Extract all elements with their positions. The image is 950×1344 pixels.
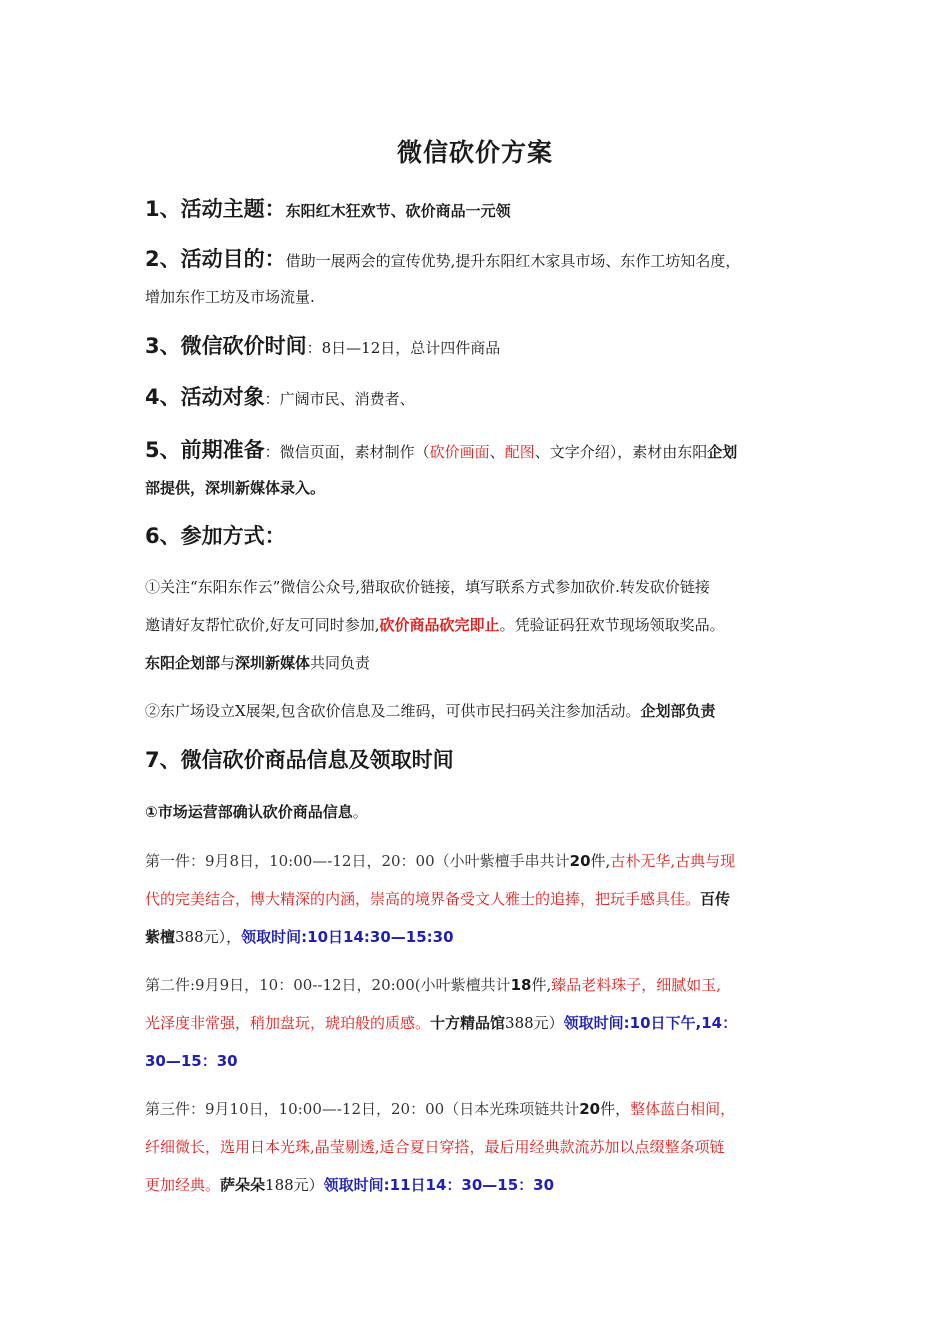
section-5-red-1: 砍价画面 [429,443,490,461]
item-2-intro: 第二件:9月9日，10：00--12日，20:00(小叶紫檀共计 [145,976,511,994]
item-2 [145,966,810,1080]
section-5-red-2: 配图 [504,443,535,461]
item-3 [145,1090,810,1204]
section-4 [145,378,810,416]
document-title: 微信砍价方案 [396,138,553,167]
section-6-para-1-line-2-end: 。凭验证码狂欢节现场领取奖品。 [499,616,725,634]
section-5-sep: ： [264,443,280,461]
item-3-pickup-time: 领取时间:11日14：30—15：30 [323,1176,555,1194]
section-6-and: 与 [220,654,236,672]
section-6-red-emphasis: 砍价商品砍完即止 [379,616,500,634]
section-7-subheading-end: 。 [352,803,368,821]
section-7-heading: 7、微信砍价商品信息及领取时间 [145,748,454,772]
section-6 [145,517,810,555]
section-5 [145,431,810,507]
item-2-unit: 件, [531,976,552,994]
section-3-heading: 3、微信砍价时间 [145,334,307,358]
section-1 [145,190,810,228]
section-6-heading: 6、参加方式： [145,524,286,548]
item-2-price: 388元） [505,1014,564,1032]
section-1-heading: 1、活动主题： [145,197,286,221]
section-5-comma-1: 、 [489,443,505,461]
item-1-count: 20 [569,852,591,870]
section-1-text: 东阳红木狂欢节、砍价商品一元领 [285,202,511,220]
item-1-desc-1: 古朴无华,古典与现 [610,852,736,870]
section-2-line-2: 增加东作工坊及市场流量. [145,288,315,306]
section-3 [145,327,810,365]
section-6-bold-dept-1: 东阳企划部 [145,654,221,672]
section-5-text-b: 、文字介绍），素材由东阳 [534,443,708,461]
item-1-unit: 件, [590,852,611,870]
item-1-pickup-time: 领取时间:10日14:30—15:30 [241,928,454,946]
item-1-desc-2: 代的完美结合，博大精深的内涵，崇高的境界备受文人雅士的追捧，把玩手感具佳。 [145,890,701,908]
item-2-pickup-time-1: 领取时间:10日下午,14： [563,1014,738,1032]
item-2-vendor: 十方精品馆 [430,1014,506,1032]
item-1-price: 388元）， [175,928,242,946]
section-6-para-2-bold: 企划部负责 [640,702,716,720]
section-5-text-a: 微信页面，素材制作（ [279,443,430,461]
section-7 [145,741,810,779]
item-2-desc-2: 光泽度非常强，稍加盘玩，琥珀般的质感。 [145,1014,431,1032]
section-6-para-1-line-2: 邀请好友帮忙砍价,好友可同时参加, [145,616,380,634]
section-2-line-1: 借助一展两会的宣传优势,提升东阳红木家具市场、东作工坊知名度， [285,252,741,270]
section-6-para-2 [145,692,810,730]
section-5-heading: 5、前期准备 [145,438,265,462]
item-3-desc-2: 纤细微长，选用日本光珠,晶莹剔透,适合夏日穿搭，最后用经典款流苏加以点缀整条项链 [145,1138,725,1156]
item-1 [145,842,810,956]
section-6-bold-dept-2: 深圳新媒体 [235,654,311,672]
section-5-line-2: 部提供，深圳新媒体录入。 [145,479,326,497]
section-4-heading: 4、活动对象 [145,385,265,409]
section-2-heading: 2、活动目的： [145,247,286,271]
item-3-count: 20 [579,1100,601,1118]
section-6-para-2-text: ②东广场设立X展架,包含砍价信息及二维码，可供市民扫码关注参加活动。 [145,702,641,720]
section-2 [145,240,810,316]
section-6-para-1-line-1: ①关注“东阳东作云”微信公众号,猎取砍价链接，填写联系方式参加砍价.转发砍价链接 [145,578,710,596]
item-1-vendor-1: 百传 [700,890,731,908]
item-3-unit: 件， [600,1100,631,1118]
item-2-count: 18 [510,976,532,994]
section-5-bold-1: 企划 [707,443,738,461]
item-3-price: 188元） [265,1176,324,1194]
section-3-sep: ： [306,339,322,357]
section-7-subheading: ①市场运营部确认砍价商品信息 [145,803,353,821]
item-1-vendor-2: 紫檀 [145,928,176,946]
section-3-text: 8日—12日，总计四件商品 [321,339,501,357]
item-3-intro: 第三件：9月10日，10:00—-12日，20：00（日本光珠项链共计 [145,1100,580,1118]
section-6-para-1 [145,568,810,682]
item-2-desc-1: 臻品老料珠子，细腻如玉, [551,976,722,994]
item-3-vendor: 萨朵朵 [220,1176,266,1194]
section-7-sub [145,793,810,831]
section-4-sep: ： [264,390,280,408]
section-6-responsible: 共同负责 [310,654,371,672]
item-1-intro: 第一件：9月8日，10:00—-12日，20：00（小叶紫檀手串共计 [145,852,570,870]
item-3-desc-3: 更加经典。 [145,1176,221,1194]
item-3-desc-1: 整体蓝白相间， [630,1100,736,1118]
section-4-text: 广阔市民、消费者、 [279,390,415,408]
item-2-pickup-time-2: 30—15：30 [145,1052,238,1070]
